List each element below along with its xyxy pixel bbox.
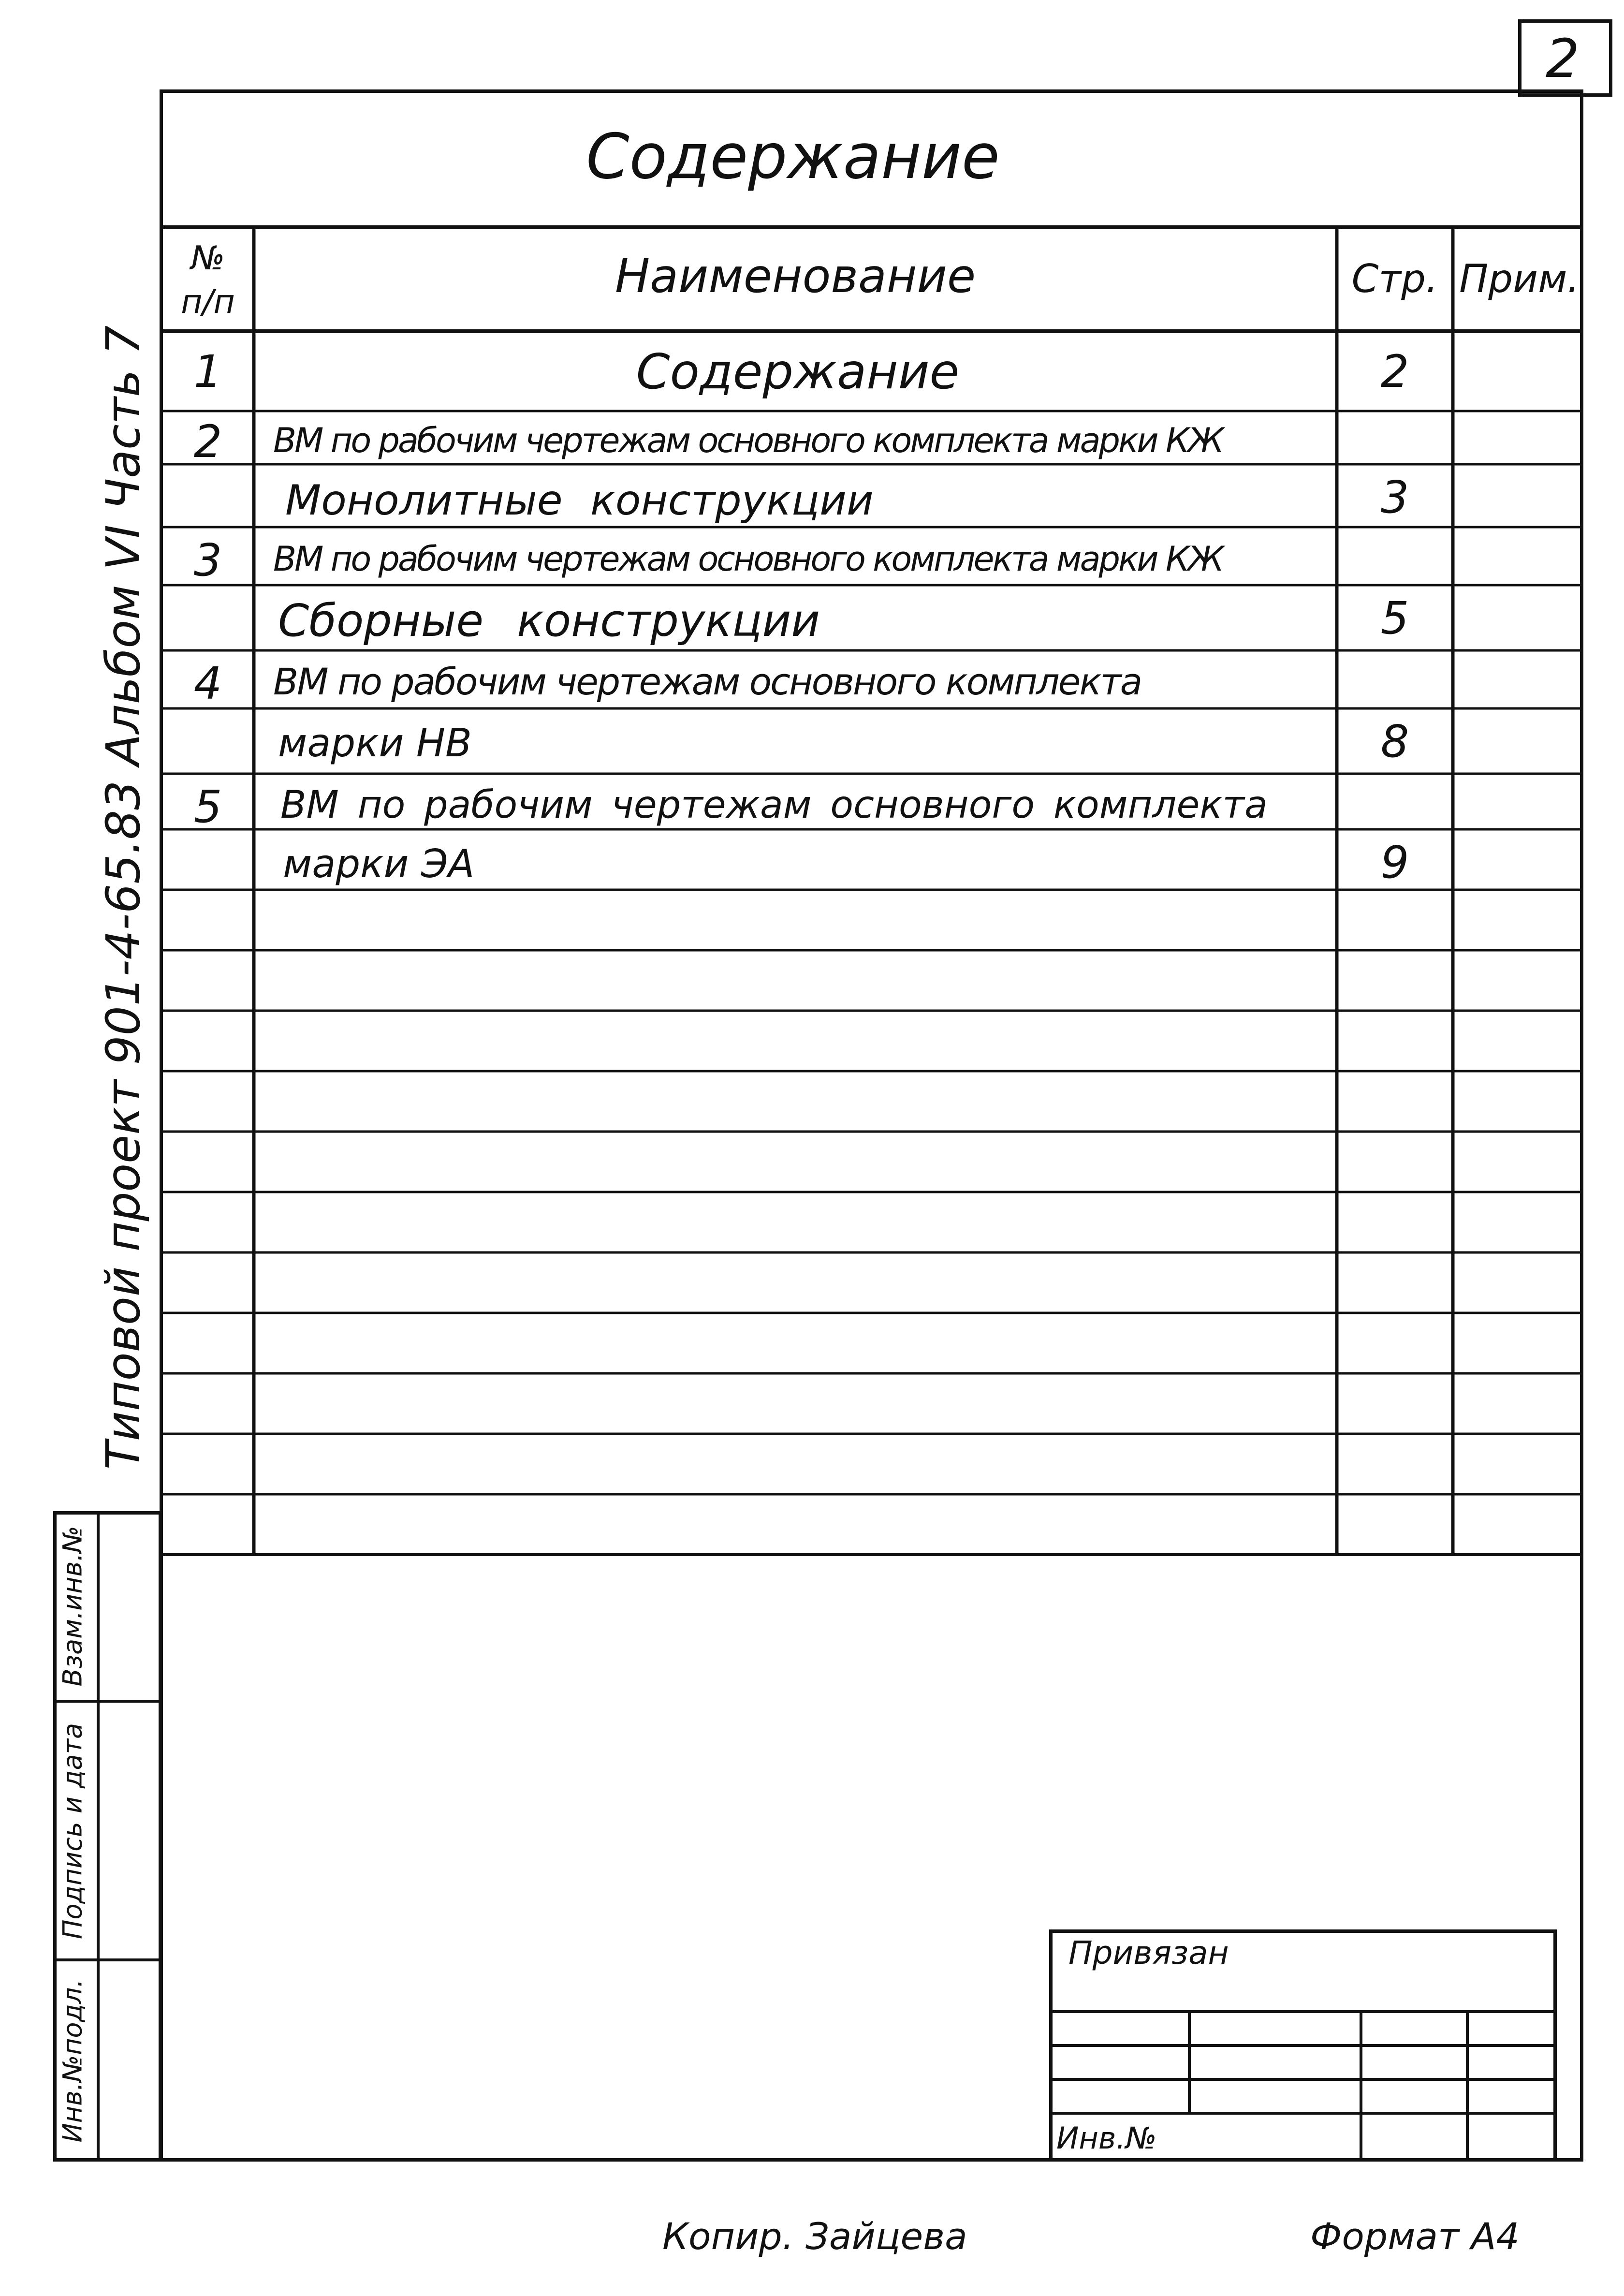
header-number-label: № п/п: [181, 239, 235, 321]
row-2-number: 2: [193, 416, 222, 468]
row-2-name: ВМ по рабочим чертежам основного комплекта марки КЖ: [273, 421, 1223, 460]
page-number: 2: [1546, 28, 1580, 89]
row-7-page: 8: [1380, 716, 1409, 767]
row-1-page: 2: [1380, 346, 1409, 397]
project-side-label: Типовой проект 901-4-65.83 Альбом VI Часть 7: [96, 325, 150, 1470]
inv-label: Инв.№: [1056, 2120, 1157, 2156]
row-1-name: Содержание: [636, 343, 960, 400]
row-5-name: Сборные конструкции: [278, 595, 820, 647]
row-8-number: 5: [193, 781, 222, 833]
row-6-name: ВМ по рабочим чертежам основного комплекта: [273, 660, 1141, 703]
row-7-name: марки НВ: [278, 721, 472, 765]
row-9-page: 9: [1380, 837, 1409, 888]
row-4-name: ВМ по рабочим чертежам основного комплекта марки КЖ: [273, 539, 1223, 579]
stamp-original-inv: Инв.№подл.: [57, 1979, 88, 2143]
row-5-page: 5: [1380, 592, 1409, 644]
header-page: Стр.: [1351, 256, 1438, 301]
stamp-replaced-inv: Взам.инв.№: [57, 1526, 88, 1687]
row-6-number: 4: [193, 658, 222, 709]
row-3-page: 3: [1380, 471, 1409, 523]
row-9-name: марки ЭА: [283, 841, 475, 886]
stamp-signature-date: Подпись и дата: [57, 1722, 88, 1940]
page-title: Содержание: [586, 121, 1000, 193]
header-name: Наименование: [614, 249, 976, 303]
copied-by: Копир. Зайцева: [662, 2215, 967, 2258]
header-note: Прим.: [1459, 256, 1580, 301]
page-format: Формат А4: [1310, 2215, 1520, 2258]
attached-label: Привязан: [1068, 1934, 1229, 1972]
row-1-number: 1: [193, 346, 222, 397]
row-3-name: Монолитные конструкции: [285, 476, 874, 525]
row-4-number: 3: [193, 534, 222, 586]
row-8-name: ВМ по рабочим чертежам основного комплекта: [280, 783, 1268, 827]
